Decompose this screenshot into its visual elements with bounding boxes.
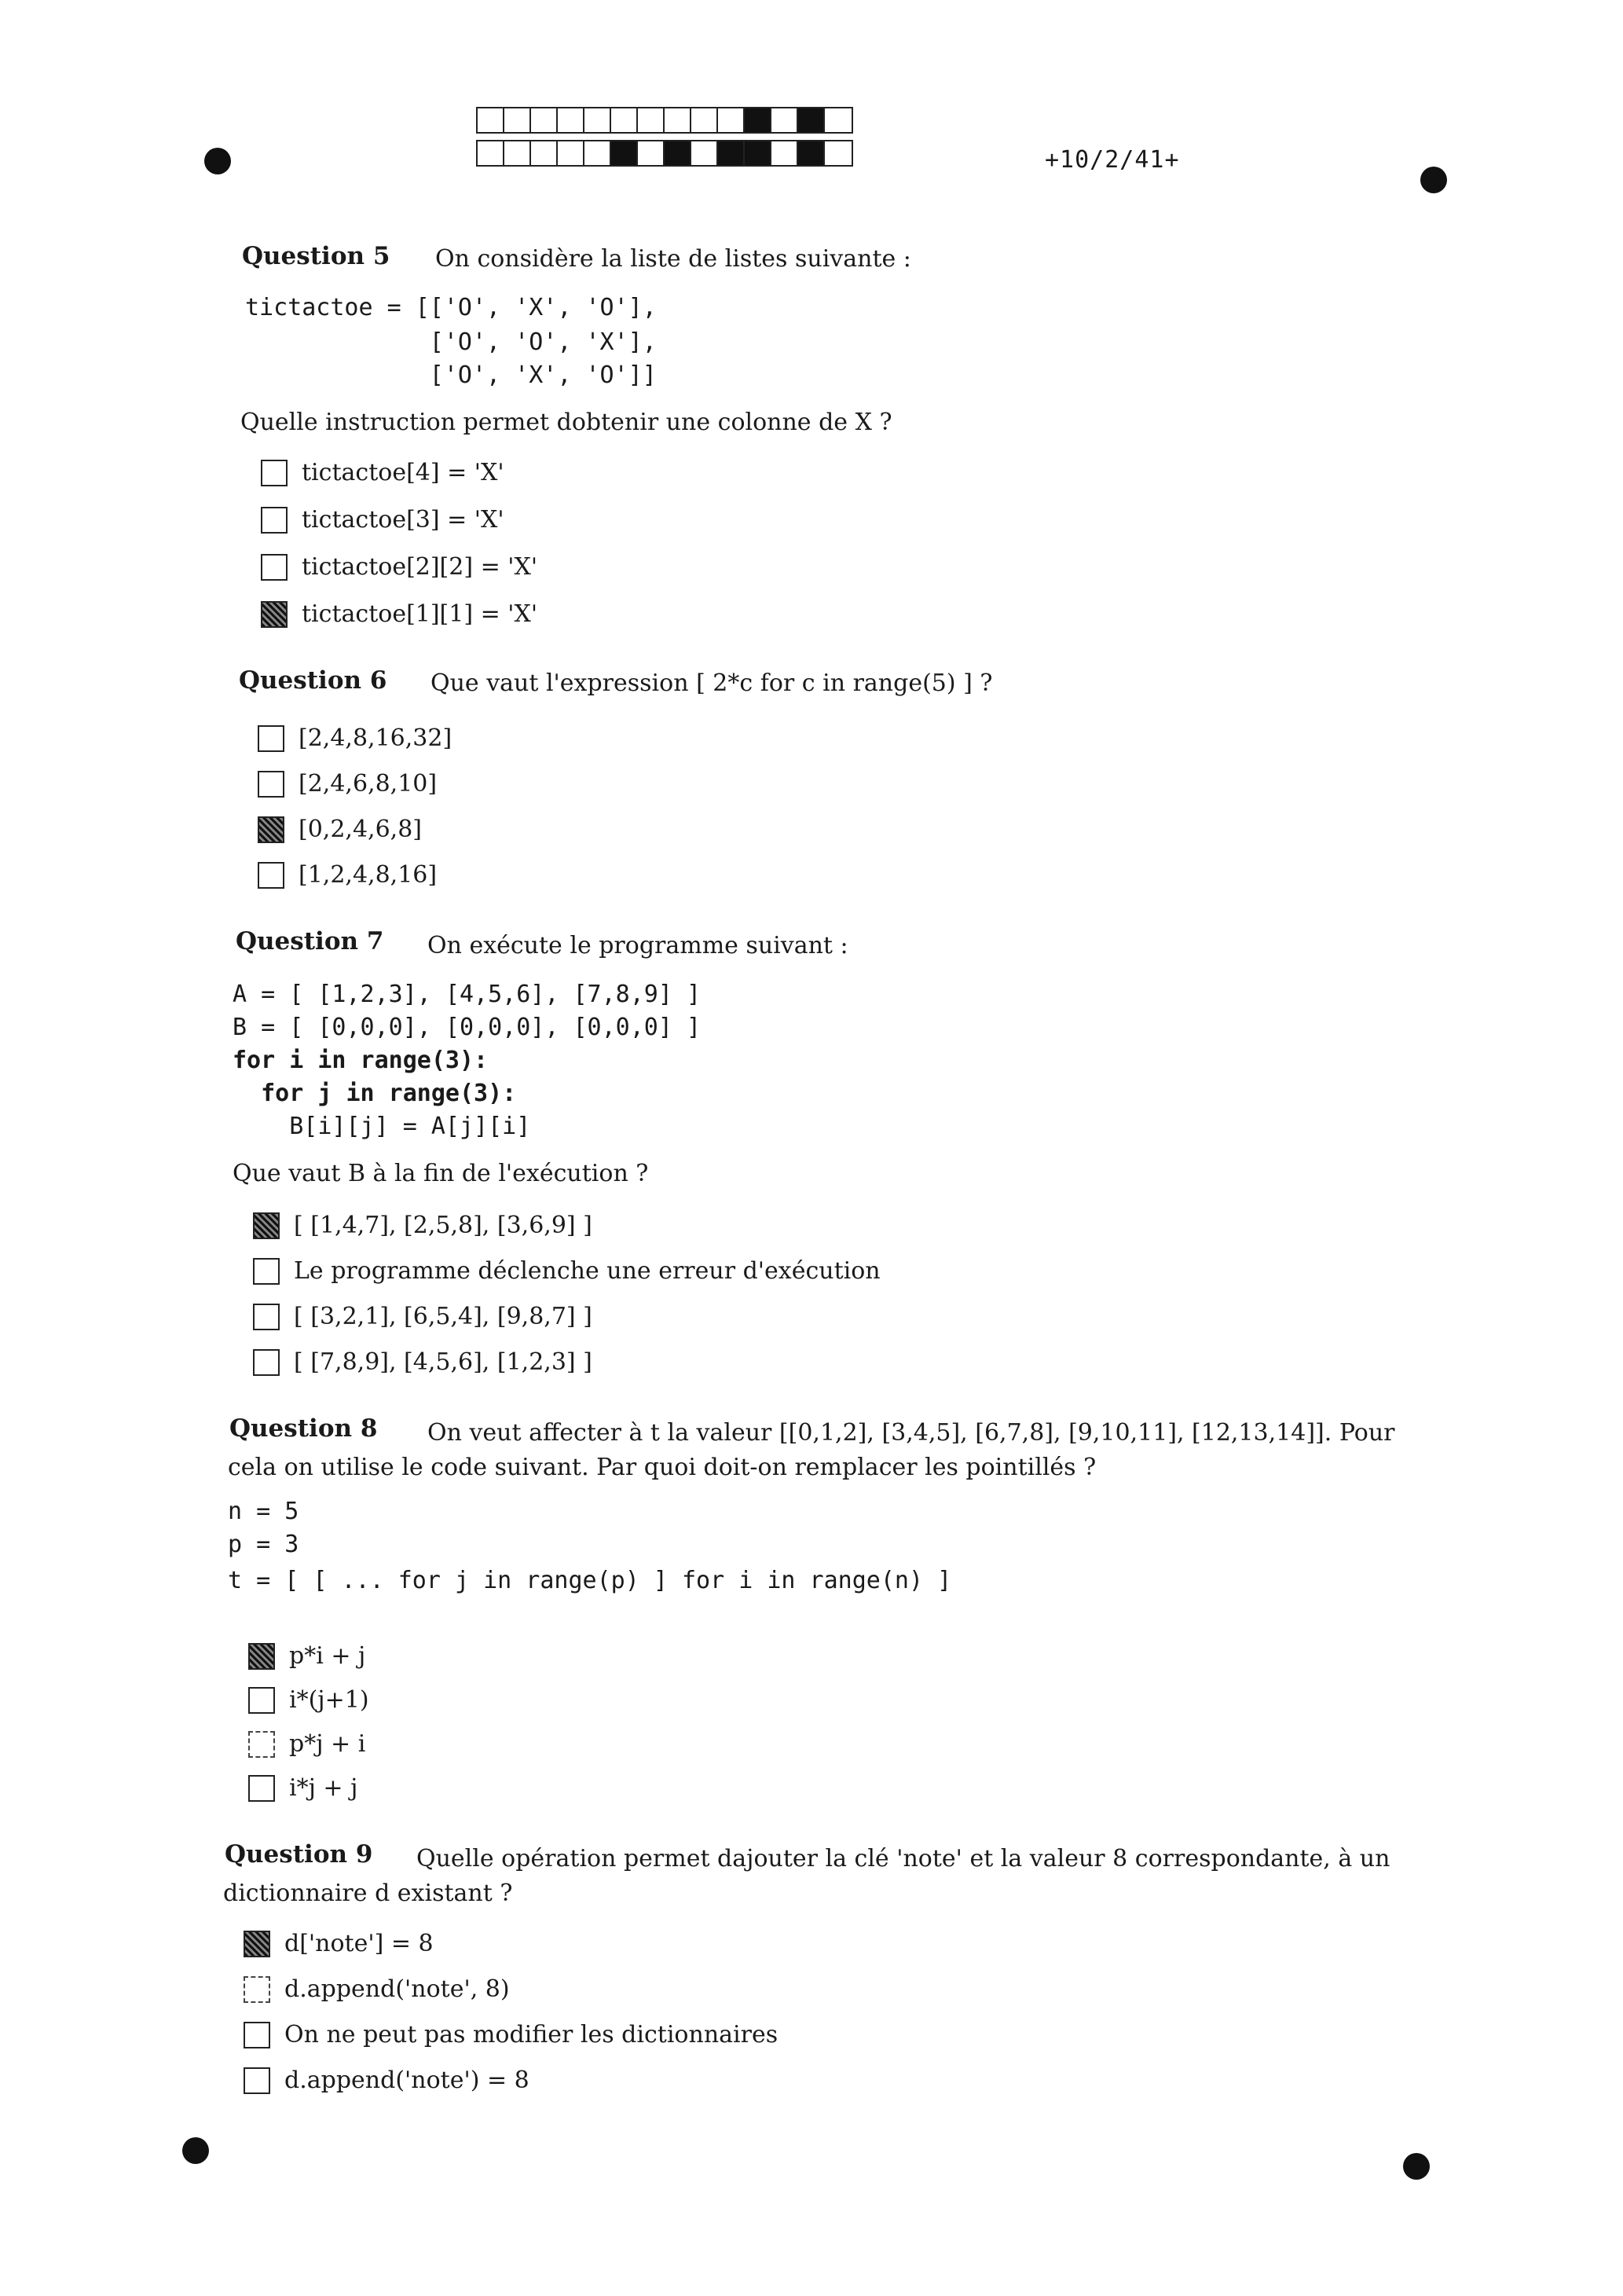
- question-9-label: Question 9: [225, 1840, 373, 1869]
- checkbox[interactable]: [244, 1931, 270, 1957]
- barcode-cell: [825, 108, 852, 132]
- q8-option-4[interactable]: [248, 1774, 357, 1802]
- q5-option-3[interactable]: [261, 553, 537, 581]
- q7-code-line-4: for j in range(3):: [233, 1080, 517, 1107]
- checkbox[interactable]: [261, 460, 288, 486]
- q8-option-2[interactable]: [248, 1686, 369, 1714]
- q9-option-4[interactable]: [244, 2067, 529, 2094]
- question-6-text: Que vaut l'expression [ 2*c for c in range(5) ] ?: [430, 669, 993, 697]
- barcode-row-2: [476, 140, 853, 167]
- option-label: i*(j+1): [289, 1686, 369, 1714]
- checkbox[interactable]: [248, 1643, 275, 1670]
- q7-option-2[interactable]: [253, 1257, 881, 1285]
- barcode-cell: [718, 108, 745, 132]
- option-label: [ [1,4,7], [2,5,8], [3,6,9] ]: [294, 1212, 592, 1239]
- checkbox[interactable]: [244, 2067, 270, 2094]
- q7-code-line-1: A = [ [1,2,3], [4,5,6], [7,8,9] ]: [233, 981, 702, 1008]
- barcode-cell: [745, 108, 771, 132]
- question-5-prompt: Quelle instruction permet dobtenir une colonne de X ?: [240, 409, 892, 436]
- checkbox[interactable]: [253, 1349, 280, 1376]
- option-label: tictactoe[1][1] = 'X': [302, 600, 538, 628]
- registration-mark-bottom-left: [182, 2137, 209, 2164]
- question-5-label: Question 5: [242, 242, 390, 270]
- checkbox[interactable]: [248, 1775, 275, 1802]
- option-label: [ [7,8,9], [4,5,6], [1,2,3] ]: [294, 1348, 592, 1376]
- question-9-text: Quelle opération permet dajouter la clé 'note' et la valeur 8 correspondante, à un: [416, 1845, 1390, 1872]
- barcode-cell: [745, 141, 771, 165]
- option-label: d.append('note', 8): [284, 1975, 510, 2003]
- barcode-cell: [611, 141, 638, 165]
- question-6-label: Question 6: [239, 666, 387, 695]
- barcode-cell: [798, 108, 825, 132]
- barcode-cell: [638, 141, 665, 165]
- checkbox[interactable]: [253, 1258, 280, 1285]
- checkbox[interactable]: [253, 1212, 280, 1239]
- q8-option-1[interactable]: [248, 1642, 365, 1670]
- barcode-cell: [771, 141, 798, 165]
- option-label: On ne peut pas modifier les dictionnaires: [284, 2021, 779, 2048]
- barcode-cell: [584, 108, 611, 132]
- barcode-cell: [665, 141, 691, 165]
- q5-option-1[interactable]: [261, 459, 504, 486]
- q8-code-line-3: t = [ [ ... for j in range(p) ] for i in range(n) ]: [228, 1567, 952, 1594]
- barcode-cell: [665, 108, 691, 132]
- checkbox[interactable]: [244, 1976, 270, 2003]
- q8-option-3[interactable]: [248, 1730, 365, 1758]
- option-label: [ [3,2,1], [6,5,4], [9,8,7] ]: [294, 1303, 592, 1330]
- barcode-cell: [531, 108, 558, 132]
- barcode-cell: [798, 141, 825, 165]
- q8-code-line-2: p = 3: [228, 1531, 299, 1558]
- question-8-text: On veut affecter à t la valeur [[0,1,2], [3,4,5], [6,7,8], [9,10,11], [12,13,14]]. Pour: [427, 1419, 1395, 1447]
- option-label: i*j + j: [289, 1774, 358, 1802]
- question-9-text-continued: dictionnaire d existant ?: [223, 1880, 513, 1907]
- barcode-cell: [771, 108, 798, 132]
- option-label: tictactoe[4] = 'X': [302, 459, 504, 486]
- registration-mark-top-right: [1420, 167, 1447, 193]
- q5-code-line-1: tictactoe = [['O', 'X', 'O'],: [245, 294, 657, 321]
- q6-option-3[interactable]: [258, 816, 422, 843]
- option-label: [2,4,8,16,32]: [299, 724, 452, 752]
- q5-code-line-2: ['O', 'O', 'X'],: [245, 328, 657, 356]
- q6-option-1[interactable]: [258, 724, 452, 752]
- option-label: tictactoe[2][2] = 'X': [302, 553, 538, 581]
- q5-code-line-3: ['O', 'X', 'O']]: [245, 361, 657, 389]
- checkbox[interactable]: [261, 601, 288, 628]
- q6-option-2[interactable]: [258, 770, 437, 798]
- q5-option-2[interactable]: [261, 506, 504, 534]
- barcode-cell: [584, 141, 611, 165]
- barcode-cell: [825, 141, 852, 165]
- barcode-cell: [718, 141, 745, 165]
- barcode-row-1: [476, 107, 853, 134]
- q7-code-line-5: B[i][j] = A[j][i]: [233, 1113, 531, 1140]
- option-label: p*i + j: [289, 1642, 366, 1670]
- checkbox[interactable]: [248, 1687, 275, 1714]
- q9-option-1[interactable]: [244, 1930, 434, 1957]
- barcode-cell: [691, 108, 718, 132]
- option-label: [2,4,6,8,10]: [299, 770, 438, 798]
- question-8-label: Question 8: [229, 1414, 378, 1443]
- question-8-text-continued: cela on utilise le code suivant. Par quoi doit-on remplacer les pointillés ?: [228, 1454, 1097, 1481]
- q6-option-4[interactable]: [258, 861, 437, 889]
- checkbox[interactable]: [258, 771, 284, 798]
- registration-mark-bottom-right: [1403, 2153, 1430, 2180]
- checkbox[interactable]: [253, 1304, 280, 1330]
- checkbox[interactable]: [258, 862, 284, 889]
- barcode-cell: [504, 108, 531, 132]
- q7-option-3[interactable]: [253, 1303, 592, 1330]
- option-label: p*j + i: [289, 1730, 366, 1758]
- checkbox[interactable]: [244, 2022, 270, 2048]
- q7-code-line-2: B = [ [0,0,0], [0,0,0], [0,0,0] ]: [233, 1014, 702, 1041]
- option-label: [1,2,4,8,16]: [299, 861, 438, 889]
- checkbox[interactable]: [258, 725, 284, 752]
- checkbox[interactable]: [258, 816, 284, 843]
- question-7-label: Question 7: [236, 927, 384, 955]
- barcode-cell: [691, 141, 718, 165]
- q9-option-3[interactable]: [244, 2021, 778, 2048]
- barcode-cell: [638, 108, 665, 132]
- option-label: d['note'] = 8: [284, 1930, 434, 1957]
- q7-option-1[interactable]: [253, 1212, 592, 1239]
- barcode-cell: [558, 108, 584, 132]
- checkbox[interactable]: [248, 1731, 275, 1758]
- question-5-text: On considère la liste de listes suivante :: [435, 245, 911, 273]
- option-label: Le programme déclenche une erreur d'exécution: [294, 1257, 881, 1285]
- barcode-cell: [504, 141, 531, 165]
- q7-option-4[interactable]: [253, 1348, 592, 1376]
- barcode-cell: [478, 108, 504, 132]
- question-7-text: On exécute le programme suivant :: [427, 932, 848, 959]
- q8-code-line-1: n = 5: [228, 1498, 299, 1525]
- registration-mark-top-left: [204, 148, 231, 174]
- barcode-cell: [611, 108, 638, 132]
- q5-option-4[interactable]: [261, 600, 537, 628]
- barcode-cell: [478, 141, 504, 165]
- question-7-prompt: Que vaut B à la fin de l'exécution ?: [233, 1160, 649, 1187]
- barcode-cell: [558, 141, 584, 165]
- option-label: tictactoe[3] = 'X': [302, 506, 504, 534]
- q9-option-2[interactable]: [244, 1975, 510, 2003]
- option-label: [0,2,4,6,8]: [299, 816, 422, 843]
- barcode-cell: [531, 141, 558, 165]
- q7-code-line-3: for i in range(3):: [233, 1047, 489, 1074]
- checkbox[interactable]: [261, 507, 288, 534]
- option-label: d.append('note') = 8: [284, 2067, 529, 2094]
- checkbox[interactable]: [261, 554, 288, 581]
- page-code: +10/2/41+: [1045, 146, 1180, 174]
